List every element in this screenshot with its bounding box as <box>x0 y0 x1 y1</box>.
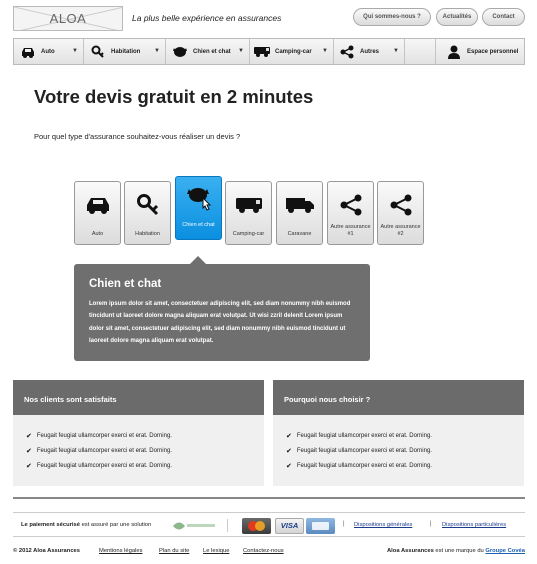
chevron-down-icon: ▼ <box>238 48 244 54</box>
check-icon: ✔ <box>26 462 32 470</box>
payment-text-rest: est assuré par une solution <box>79 522 152 528</box>
chevron-down-icon: ▼ <box>154 48 160 54</box>
camper-icon <box>226 192 271 218</box>
nav-label: Camping-car <box>275 48 312 55</box>
logo-text: ALOA <box>49 11 87 26</box>
type-label: Caravane <box>287 231 312 237</box>
keys-icon <box>90 45 106 59</box>
question-text: Pour quel type d'assurance souhaitez-vous réaliser un devis ? <box>34 132 241 141</box>
panel-title: Pourquoi nous choisir ? <box>273 380 524 415</box>
about-button[interactable]: Qui sommes-nous ? <box>353 8 431 26</box>
sitemap-link[interactable]: Plan du site <box>159 548 190 554</box>
type-label: Habitation <box>135 231 160 237</box>
pet-icon <box>176 185 221 211</box>
type-label: Camping-car <box>232 231 265 237</box>
nav-item-autres[interactable] <box>334 39 405 64</box>
type-card-autre-1[interactable] <box>327 181 374 245</box>
payment-text <box>21 522 151 528</box>
page-title: Votre devis gratuit en 2 minutes <box>34 86 314 107</box>
type-card-camping-car[interactable] <box>225 181 272 245</box>
nav-label: Autres <box>360 48 380 55</box>
legal-notice-link[interactable]: Mentions légales <box>99 548 143 554</box>
contact-link[interactable]: Contactez-nous <box>243 548 284 554</box>
type-card-habitation[interactable] <box>124 181 171 245</box>
nav-label: Habitation <box>111 48 141 55</box>
divider: | <box>343 521 345 527</box>
brand-name: Aloa Assurances <box>386 548 434 554</box>
list-item-text: Feugait feugiat ullamcorper exerci et erat. Dorning. <box>296 447 432 454</box>
tagline: La plus belle expérience en assurances <box>132 13 282 23</box>
description-box <box>74 264 370 361</box>
nav-label: Chien et chat <box>193 48 231 55</box>
list-item-text: Feugait feugiat ullamcorper exerci et erat. Dorning. <box>36 432 172 439</box>
car-icon <box>20 45 36 59</box>
payment-provider-logo <box>173 519 215 532</box>
type-label: Autre assurance #2 <box>380 224 421 237</box>
list-item-text: Feugait feugiat ullamcorper exerci et erat. Dorning. <box>36 447 172 454</box>
list-item <box>286 443 524 458</box>
list-item-text: Feugait feugiat ullamcorper exerci et erat. Dorning. <box>36 462 172 469</box>
panel-list <box>13 415 264 473</box>
truck-icon <box>277 192 322 218</box>
chevron-down-icon: ▼ <box>322 48 328 54</box>
nav-item-espace-personnel[interactable] <box>435 39 525 64</box>
type-label: Chien et chat <box>182 222 215 228</box>
list-item-text: Feugait feugiat ullamcorper exerci et erat. Dorning. <box>296 432 432 439</box>
payment-bar <box>13 512 525 537</box>
camper-icon <box>254 45 270 59</box>
type-card-caravane[interactable] <box>276 181 323 245</box>
description-title: Chien et chat <box>89 278 162 290</box>
user-icon <box>446 45 462 59</box>
check-icon: ✔ <box>286 447 292 455</box>
copyright: © 2012 Aloa Assurances <box>13 548 80 554</box>
share-icon <box>339 45 355 59</box>
check-icon: ✔ <box>26 447 32 455</box>
check-icon: ✔ <box>286 432 292 440</box>
type-card-auto[interactable] <box>74 181 121 245</box>
mastercard-icon <box>242 518 271 534</box>
visa-icon: VISA <box>275 518 304 534</box>
panel-title: Nos clients sont satisfaits <box>13 380 264 415</box>
nav-label: Auto <box>41 48 55 55</box>
list-item <box>286 458 524 473</box>
nav-item-camping-car[interactable] <box>250 39 334 64</box>
type-card-autre-2[interactable] <box>377 181 424 245</box>
keys-icon <box>125 192 170 218</box>
description-text: Lorem ipsum dolor sit amet, consectetuer adipiscing elit, sed diam nonummy nibh euismod tincidunt ut laoreet dolore magna aliquam erat volutpat. Ut wisi zzril delenit Lorem ipsum dolor sit amet, consectetuer adipiscing elit, sed diam nonummy nibh euismod tincidunt ut laoreet dolore magna aliquam erat volutpat. <box>89 301 351 344</box>
news-button[interactable]: Actualités <box>436 8 478 26</box>
list-item-text: Feugait feugiat ullamcorper exerci et erat. Dorning. <box>296 462 432 469</box>
list-item <box>26 428 264 443</box>
share-icon <box>378 192 423 218</box>
divider <box>227 519 228 532</box>
nav-item-habitation[interactable] <box>84 39 166 64</box>
group-covea-link[interactable]: Groupe Covéa <box>485 548 525 554</box>
chevron-down-icon: ▼ <box>72 48 78 54</box>
check-icon: ✔ <box>286 462 292 470</box>
logo[interactable] <box>13 6 123 31</box>
specific-terms-link[interactable]: Dispositions particulières <box>442 522 507 528</box>
divider: | <box>430 521 432 527</box>
nav-label: Espace personnel <box>467 48 519 55</box>
type-label: Autre assurance #1 <box>330 224 371 237</box>
main-nav <box>13 38 525 65</box>
car-icon <box>75 192 120 218</box>
brand-note <box>387 548 525 554</box>
contact-button[interactable]: Contact <box>482 8 525 26</box>
list-item <box>286 428 524 443</box>
nav-item-chien-chat[interactable] <box>166 39 250 64</box>
brand-text: est une marque du <box>433 548 486 554</box>
panel-why-choose-us <box>273 380 524 486</box>
divider <box>13 497 525 499</box>
check-icon: ✔ <box>26 432 32 440</box>
glossary-link[interactable]: Le lexique <box>203 548 230 554</box>
panel-list <box>273 415 524 473</box>
type-label: Auto <box>91 231 104 237</box>
chevron-down-icon: ▼ <box>393 48 399 54</box>
description-pointer <box>190 256 206 264</box>
panel-satisfied-clients <box>13 380 264 486</box>
nav-item-auto[interactable] <box>14 39 84 64</box>
list-item <box>26 443 264 458</box>
pet-icon <box>172 45 188 59</box>
general-terms-link[interactable]: Dispositions générales <box>354 522 413 528</box>
share-icon <box>328 192 373 218</box>
list-item <box>26 458 264 473</box>
type-card-chien-chat[interactable] <box>175 176 222 240</box>
cb-card-icon <box>306 518 335 534</box>
payment-text-bold: Le paiement sécurisé <box>21 522 80 528</box>
